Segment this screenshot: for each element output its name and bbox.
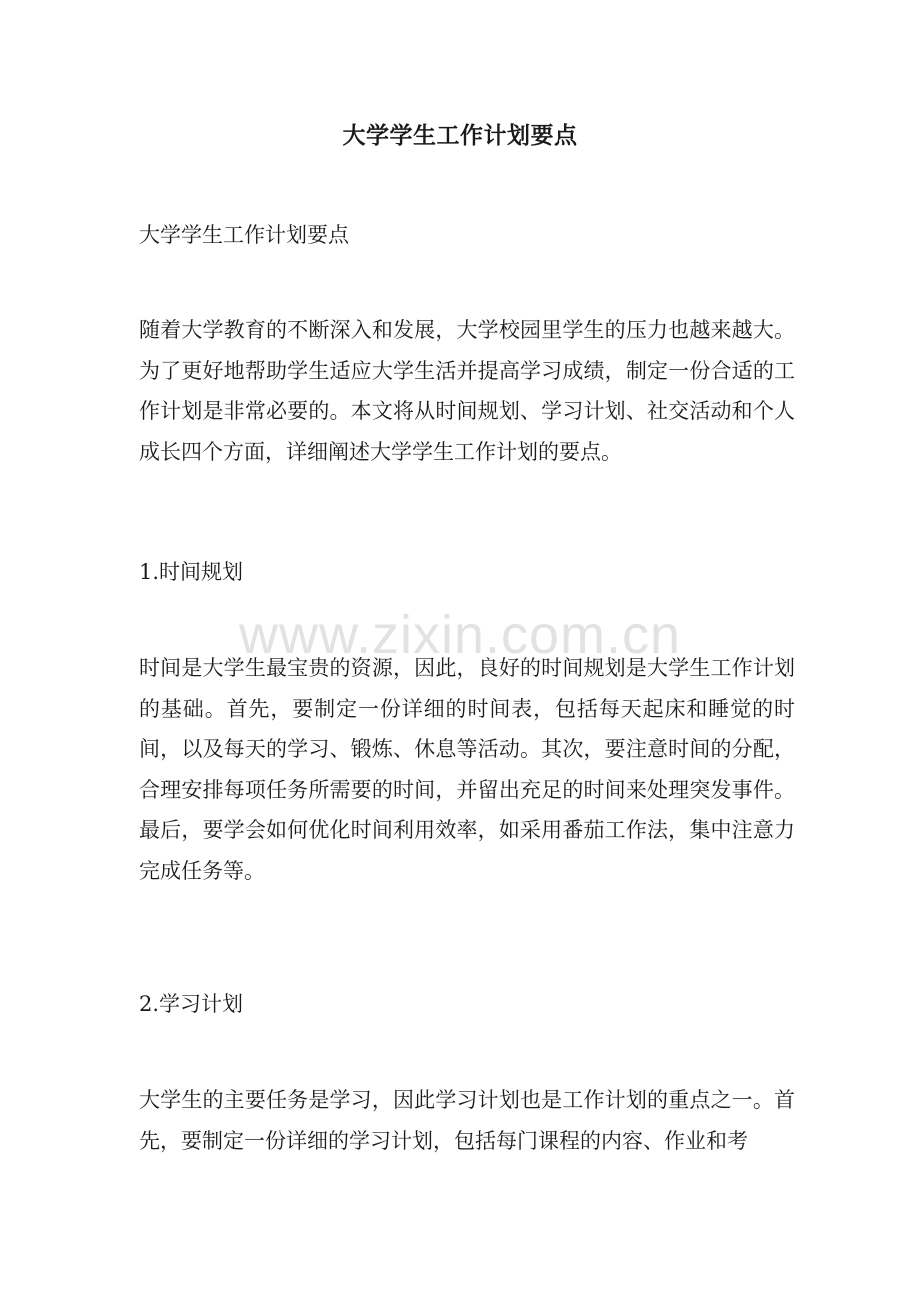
- time-planning-paragraph: 时间是大学生最宝贵的资源，因此，良好的时间规划是大学生工作计划的基础。首先，要制定一份详细的时间表，包括每天起床和睡觉的时间，以及每天的学习、锻炼、休息等活动。其次，要注意时间的分配，合理安排每项任务所需要的时间，并留出充足的时间来处理突发事件。最后，要学会如何优化时间利用效率，如采用番茄工作法，集中注意力完成任务等。: [139, 656, 795, 883]
- watermark-text: www.zixin.com.cn: [238, 605, 682, 665]
- study-plan-paragraph: 大学生的主要任务是学习，因此学习计划也是工作计划的重点之一。首先，要制定一份详细的学习计划，包括每门课程的内容、作业和考: [139, 1088, 795, 1153]
- section-heading-study-plan: 2.学习计划: [139, 992, 244, 1016]
- document-title: 大学学生工作计划要点: [342, 122, 578, 149]
- document-subtitle: 大学学生工作计划要点: [139, 223, 349, 247]
- intro-paragraph: 随着大学教育的不断深入和发展，大学校园里学生的压力也越来越大。为了更好地帮助学生适应大学生活并提高学习成绩，制定一份合适的工作计划是非常必要的。本文将从时间规划、学习计划、社交活动和个人成长四个方面，详细阐述大学学生工作计划的要点。: [139, 318, 795, 464]
- section-heading-time-planning: 1.时间规划: [139, 560, 244, 584]
